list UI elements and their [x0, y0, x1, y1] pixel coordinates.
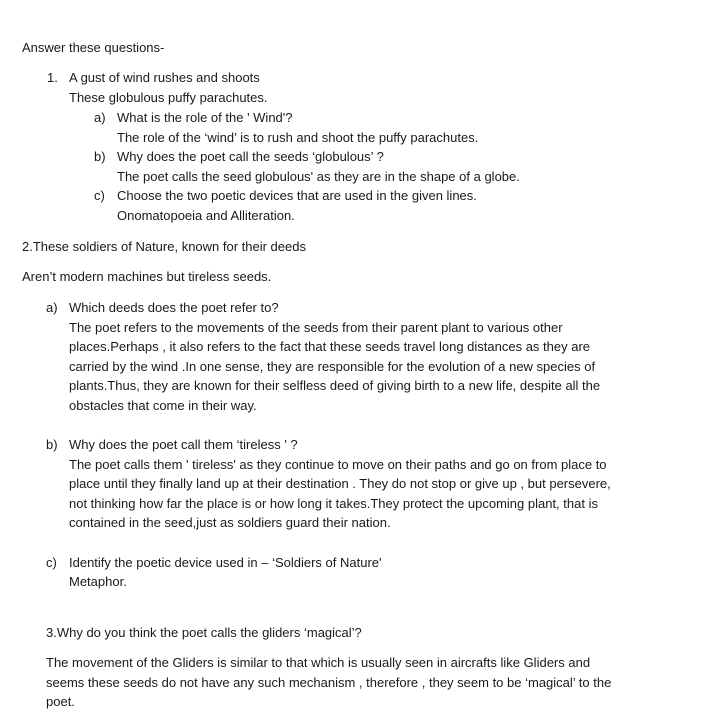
q1-stanza-line-1: A gust of wind rushes and shoots [69, 70, 260, 85]
q2b-answer-line-4: contained in the seed,just as soldiers guard their nation. [69, 515, 391, 530]
q2a-answer-line-3: carried by the wind .In one sense, they are responsible for the evolution of a new species of [69, 359, 596, 374]
q1-stanza-line-2: These globulous puffy parachutes. [69, 90, 268, 105]
q2a-answer-line-2: places.Perhaps , it also refers to the fact that these seeds travel long distances as they are [69, 339, 591, 354]
q2b-answer-line-2: place until they finally land up at their destination . They do not stop or give up , but persevere, [69, 476, 611, 491]
q2-stanza-line-2: Aren’t modern machines but tireless seeds. [22, 269, 272, 284]
q2b-answer-line-3: not thinking how far the place is or how long it takes.They protect the upcoming plant, that is [69, 496, 598, 511]
q2-stanza-line-1: 2.These soldiers of Nature, known for their deeds [22, 239, 306, 254]
q1b-question: Why does the poet call the seeds ‘globulous’ ? [117, 149, 384, 164]
q2c-answer: Metaphor. [69, 574, 127, 589]
q1b-marker: b) [94, 149, 106, 164]
q2c-question: Identify the poetic device used in – ‘Soldiers of Nature' [69, 555, 382, 570]
q3-answer-line-1: The movement of the Gliders is similar to that which is usually seen in aircrafts like Gliders and [46, 655, 591, 670]
q1a-question: What is the role of the ' Wind'? [117, 110, 293, 125]
q2b-marker: b) [46, 437, 58, 452]
q3-answer-line-2: seems these seeds do not have any such mechanism , therefore , they seem to be ‘magical’ to the [46, 675, 612, 690]
q1c-question: Choose the two poetic devices that are used in the given lines. [117, 188, 477, 203]
page-heading: Answer these questions- [22, 40, 165, 55]
q3-answer-line-3: poet. [46, 694, 75, 709]
q2a-answer-line-1: The poet refers to the movements of the seeds from their parent plant to various other [69, 320, 563, 335]
q2b-answer-line-1: The poet calls them ' tireless' as they continue to move on their paths and go on from place to [69, 457, 607, 472]
q1a-answer: The role of the ‘wind’ is to rush and shoot the puffy parachutes. [117, 130, 479, 145]
q2a-marker: a) [46, 300, 58, 315]
q2a-question: Which deeds does the poet refer to? [69, 300, 279, 315]
q1b-answer: The poet calls the seed globulous' as they are in the shape of a globe. [117, 169, 520, 184]
q2c-marker: c) [46, 555, 57, 570]
q1c-answer: Onomatopoeia and Alliteration. [117, 208, 295, 223]
q1-number: 1. [47, 70, 58, 85]
q2b-question: Why does the poet call them ‘tireless ' ? [69, 437, 298, 452]
q1a-marker: a) [94, 110, 106, 125]
q3-question: 3.Why do you think the poet calls the gliders ‘magical’? [46, 625, 362, 640]
q1c-marker: c) [94, 188, 105, 203]
q2a-answer-line-4: plants.Thus, they are known for their selfless deed of giving birth to a new life, despite all the [69, 378, 601, 393]
q2a-answer-line-5: obstacles that come in their way. [69, 398, 257, 413]
